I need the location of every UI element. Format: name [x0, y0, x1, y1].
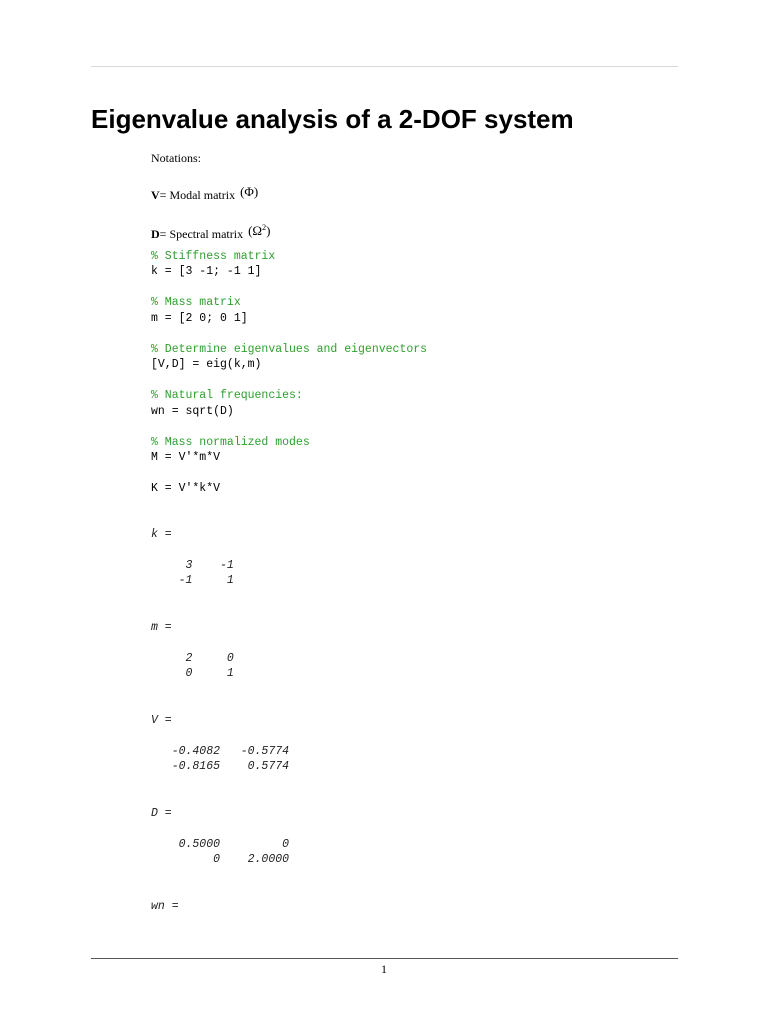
output-label: D = — [151, 807, 172, 820]
code-line: K = V'*k*V — [151, 482, 221, 495]
output-row: -1 1 — [151, 574, 234, 587]
output-row: 3 -1 — [151, 559, 234, 572]
notation-d — [151, 220, 270, 242]
output-label: m = — [151, 621, 172, 634]
phi-symbol: (Φ) — [240, 184, 259, 199]
code-comment: % Natural frequencies: — [151, 389, 303, 402]
output-label: V = — [151, 714, 172, 727]
output-label: wn = — [151, 900, 179, 913]
code-comment: % Determine eigenvalues and eigenvectors — [151, 343, 428, 356]
footer-rule — [91, 958, 678, 959]
output-row: 2 0 — [151, 652, 234, 665]
output-row: -0.4082 -0.5774 — [151, 745, 290, 758]
output-label: k = — [151, 528, 172, 541]
notation-v — [151, 184, 258, 203]
code-line: M = V'*m*V — [151, 451, 221, 464]
page-number: 1 — [381, 962, 387, 976]
header-rule — [91, 66, 678, 67]
omega-close-paren: ) — [266, 223, 271, 238]
omega-exponent: 2 — [262, 223, 267, 232]
code-line: wn = sqrt(D) — [151, 405, 234, 418]
notation-d-letter: D — [151, 227, 160, 241]
code-comment: % Mass matrix — [151, 296, 241, 309]
notations-heading: Notations: — [151, 151, 201, 165]
output-row: 0 2.0000 — [151, 853, 290, 866]
code-line: k = [3 -1; -1 1] — [151, 265, 262, 278]
omega-symbol: (Ω — [248, 223, 263, 238]
notation-d-text: = Spectral matrix — [159, 227, 244, 241]
notation-v-letter: V — [151, 188, 160, 202]
code-comment: % Mass normalized modes — [151, 436, 310, 449]
output-row: -0.8165 0.5774 — [151, 760, 290, 773]
page-title: Eigenvalue analysis of a 2-DOF system — [91, 104, 574, 134]
output-row: 0.5000 0 — [151, 838, 290, 851]
omega-squared-symbol — [248, 223, 270, 238]
code-line: m = [2 0; 0 1] — [151, 312, 248, 325]
code-line: [V,D] = eig(k,m) — [151, 358, 262, 371]
notation-v-text: = Modal matrix — [159, 188, 236, 202]
code-comment: % Stiffness matrix — [151, 250, 276, 263]
output-row: 0 1 — [151, 667, 234, 680]
